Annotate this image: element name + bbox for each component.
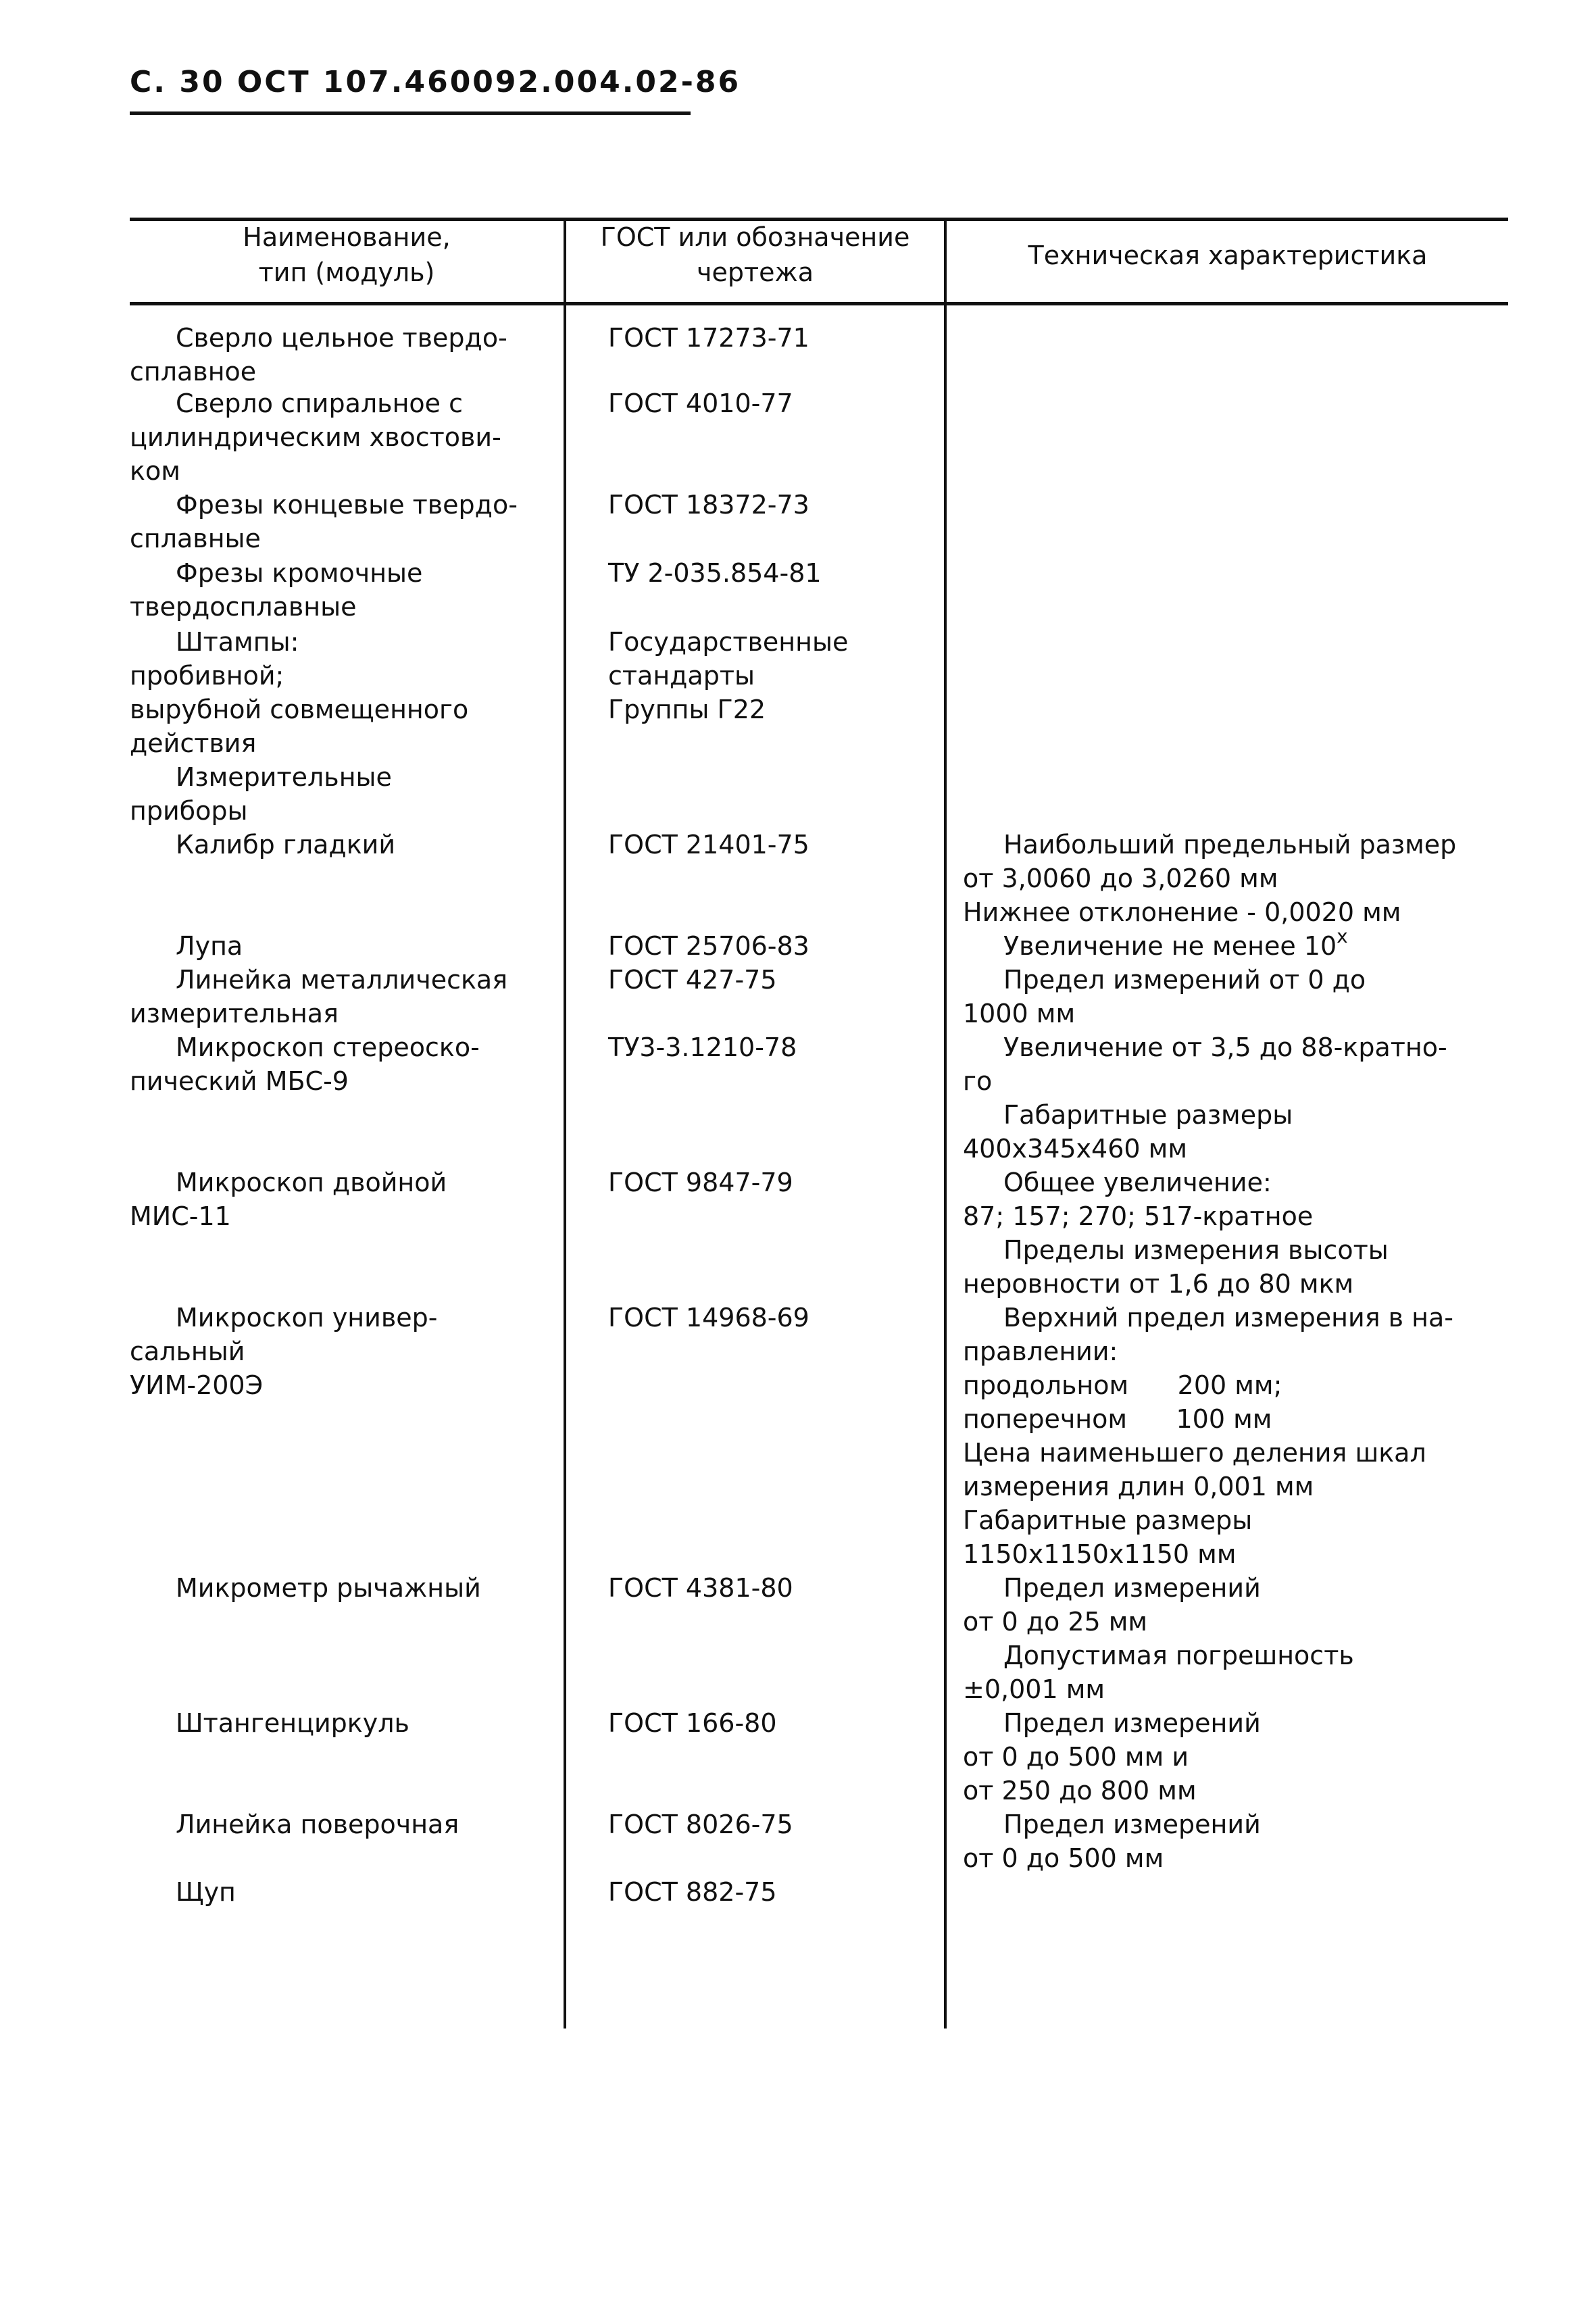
column-header-name-line: Наименование, [243, 222, 451, 252]
row-gost-line: ГОСТ 25706-83 [608, 931, 809, 961]
row-name-line: Лупа [176, 931, 243, 961]
row-spec-line: Общее увеличение: [1003, 1168, 1272, 1197]
row-spec-line: 1150х1150х1150 мм [963, 1539, 1237, 1569]
row-spec-line: 1000 мм [963, 999, 1076, 1028]
row-gost-line: ГОСТ 9847-79 [608, 1168, 793, 1197]
row-spec-line: правлении: [963, 1337, 1118, 1366]
row-spec-line: Предел измерений от 0 до [1003, 965, 1366, 995]
row-gost-line: ГОСТ 427-75 [608, 965, 777, 995]
row-spec-line: поперечном 100 мм [963, 1404, 1272, 1434]
row-name-line: Сверло спиральное с [176, 389, 464, 418]
row-spec-line: Допустимая погрешность [1003, 1641, 1354, 1670]
superscript: x [1337, 925, 1348, 947]
row-name-line: сплавные [130, 524, 261, 553]
row-name-line: пический МБС-9 [130, 1066, 349, 1096]
row-spec-line: Наибольший предельный размер [1003, 830, 1457, 860]
row-gost-line: ГОСТ 21401-75 [608, 830, 809, 860]
row-name-line: пробивной; [130, 661, 284, 691]
row-gost-line: ГОСТ 166-80 [608, 1708, 777, 1738]
row-spec-line: Предел измерений [1003, 1810, 1261, 1839]
row-spec-line: от 0 до 500 мм и [963, 1742, 1189, 1772]
row-gost-line: ТУ 2-035.854-81 [608, 558, 822, 588]
column-header-name [130, 220, 564, 290]
column-header-name-line: тип (модуль) [258, 257, 435, 287]
page-header: С. 30 ОСТ 107.460092.004.02-86 [130, 65, 741, 99]
row-gost-line: Государственные [608, 627, 849, 657]
row-name-line: цилиндрическим хвостови- [130, 422, 501, 452]
row-name-line: Микрометр рычажный [176, 1573, 481, 1603]
row-spec-line: Нижнее отклонение - 0,0020 мм [963, 897, 1401, 927]
row-name-line: МИС-11 [130, 1201, 231, 1231]
row-spec-line: от 0 до 25 мм [963, 1607, 1148, 1637]
row-name-line: действия [130, 728, 257, 758]
row-name-line: ком [130, 456, 180, 486]
row-spec-line: 400х345х460 мм [963, 1134, 1187, 1164]
row-spec-line: Предел измерений [1003, 1573, 1261, 1603]
column-header-gost [566, 220, 944, 290]
row-spec-line: го [963, 1066, 993, 1096]
row-name-line: Измерительные [176, 762, 392, 792]
column-header-gost-line: чертежа [697, 257, 814, 287]
row-gost-line: ТУ3-3.1210-78 [608, 1032, 797, 1062]
row-spec-line: Увеличение от 3,5 до 88-кратно- [1003, 1032, 1447, 1062]
row-name-line: Фрезы концевые твердо- [176, 490, 518, 520]
row-spec-line: 87; 157; 270; 517-кратное [963, 1201, 1314, 1231]
row-gost-line: ГОСТ 4010-77 [608, 389, 793, 418]
row-name-line: Щуп [176, 1877, 236, 1907]
row-spec-line: от 3,0060 до 3,0260 мм [963, 864, 1278, 893]
header-underline [130, 111, 691, 115]
row-name-line: сальный [130, 1337, 245, 1366]
row-spec-line: ±0,001 мм [963, 1674, 1105, 1704]
row-spec-line: Предел измерений [1003, 1708, 1261, 1738]
row-spec-line: продольном 200 мм; [963, 1370, 1282, 1400]
row-gost-line: ГОСТ 18372-73 [608, 490, 809, 520]
row-spec-line: Цена наименьшего деления шкал [963, 1438, 1426, 1468]
column-header-spec: Техническая характеристика [1028, 241, 1428, 270]
row-gost-line: ГОСТ 8026-75 [608, 1810, 793, 1839]
row-name-line: Штампы: [176, 627, 299, 657]
row-name-line: сплавное [130, 357, 257, 387]
row-spec-line: Габаритные размеры [1003, 1100, 1293, 1130]
row-gost-line: Группы Г22 [608, 695, 766, 724]
row-spec-line: Габаритные размеры [963, 1505, 1253, 1535]
column-divider-2 [944, 218, 947, 2028]
row-name-line: Линейка металлическая [176, 965, 508, 995]
row-spec-line: Пределы измерения высоты [1003, 1235, 1389, 1265]
column-divider-1 [564, 218, 566, 2028]
row-spec-line: неровности от 1,6 до 80 мкм [963, 1269, 1354, 1299]
row-name-line: Штангенциркуль [176, 1708, 409, 1738]
row-name-line: Микроскоп двойной [176, 1168, 447, 1197]
row-gost-line: стандарты [608, 661, 755, 691]
row-gost-line: ГОСТ 4381-80 [608, 1573, 793, 1603]
row-name-line: вырубной совмещенного [130, 695, 469, 724]
row-spec-line: Увеличение не менее 10$^x$ [1003, 925, 1348, 961]
row-name-line: Микроскоп стереоско- [176, 1032, 480, 1062]
row-name-line: УИМ-200Э [130, 1370, 264, 1400]
row-name-line: Микроскоп универ- [176, 1303, 438, 1333]
row-name-line: Сверло цельное твердо- [176, 323, 507, 353]
column-header-gost-line: ГОСТ или обозначение [600, 222, 910, 252]
row-gost-line: ГОСТ 17273-71 [608, 323, 809, 353]
row-name-line: Калибр гладкий [176, 830, 396, 860]
row-name-line: Фрезы кромочные [176, 558, 423, 588]
row-name-line: приборы [130, 796, 248, 826]
row-spec-line: измерения длин 0,001 мм [963, 1472, 1314, 1501]
row-name-line: Линейка поверочная [176, 1810, 459, 1839]
row-name-line: измерительная [130, 999, 339, 1028]
row-spec-line: от 250 до 800 мм [963, 1776, 1197, 1806]
table-head-rule [130, 302, 1508, 305]
row-name-line: твердосплавные [130, 592, 357, 622]
row-spec-line: от 0 до 500 мм [963, 1843, 1164, 1873]
row-gost-line: ГОСТ 14968-69 [608, 1303, 809, 1333]
row-gost-line: ГОСТ 882-75 [608, 1877, 777, 1907]
row-spec-line: Верхний предел измерения в на- [1003, 1303, 1453, 1333]
